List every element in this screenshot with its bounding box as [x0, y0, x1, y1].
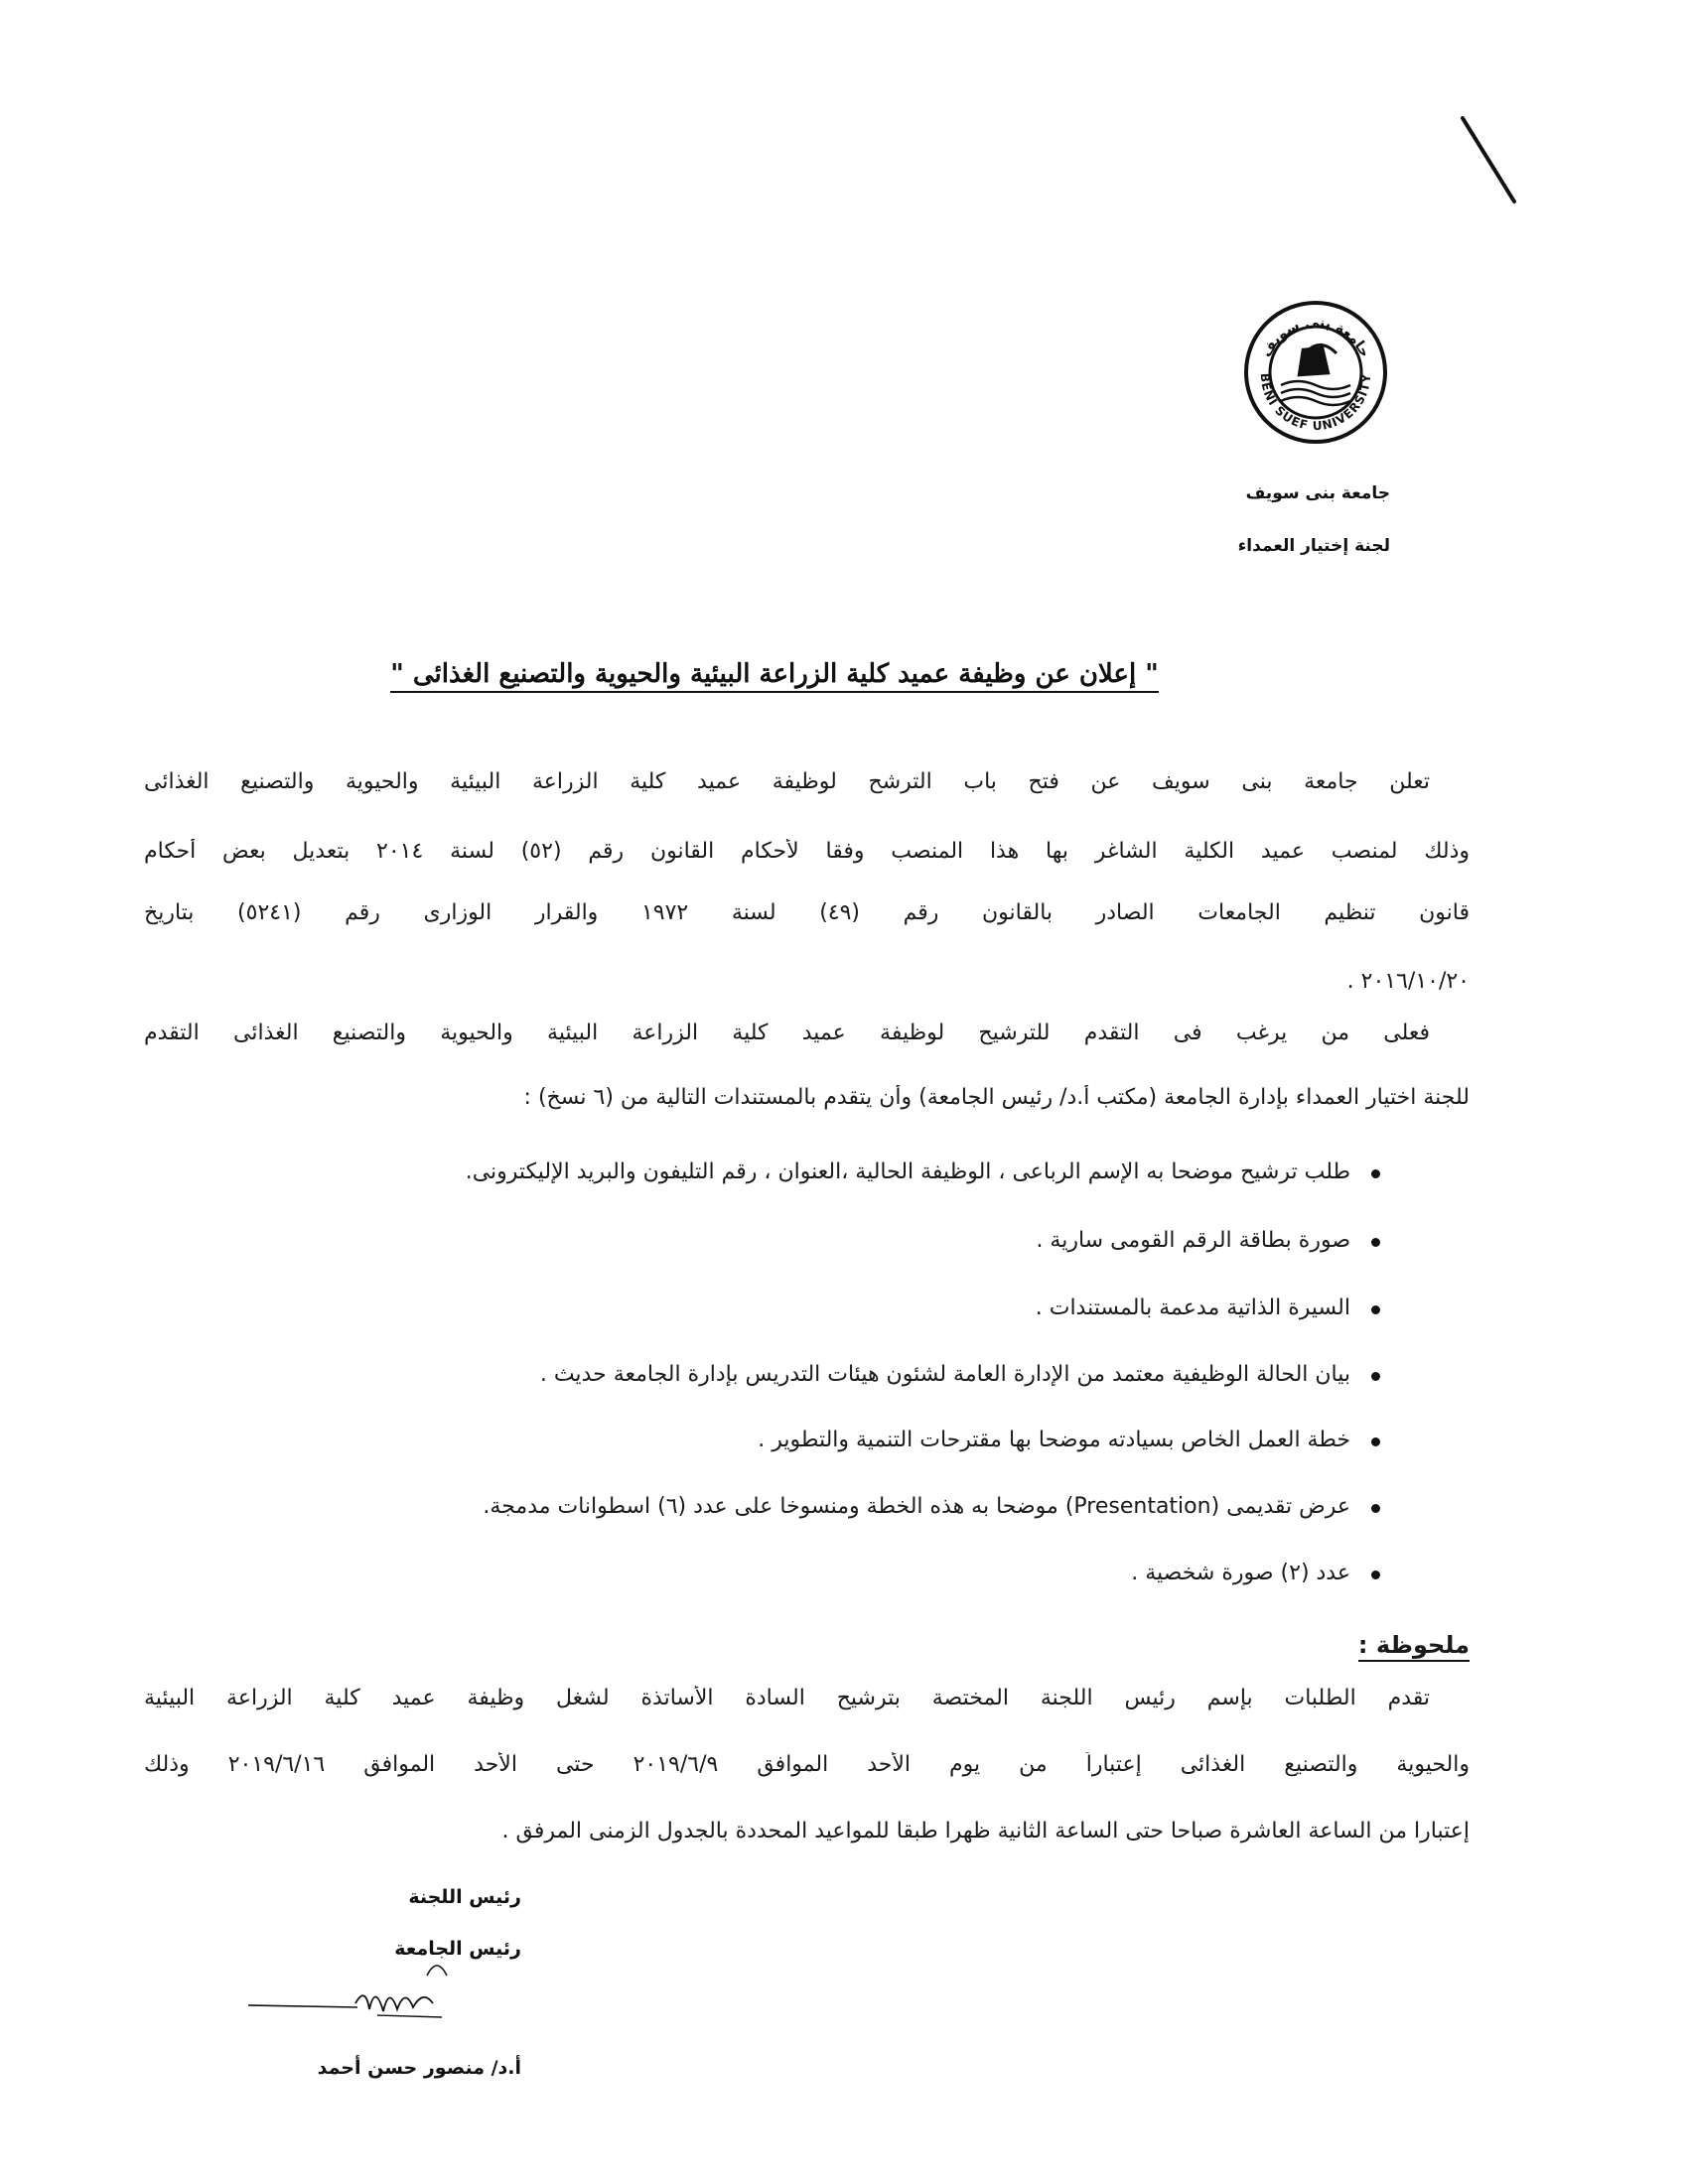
university-name: جامعة بنى سويف: [1245, 483, 1390, 503]
document-item-text: طلب ترشيح موضحا به الإسم الرباعى ، الوظيفة الحالية ،العنوان ، رقم التليفون والبريد الإليكترونى.: [465, 1160, 1350, 1184]
bullet-icon: [1371, 1570, 1380, 1579]
document-item-text: عدد (٢) صورة شخصية .: [1131, 1561, 1350, 1585]
apply-line-2: للجنة اختيار العمداء بإدارة الجامعة (مكتب أ.د/ رئيس الجامعة) وأن يتقدم بالمستندات التالية من (٦ نسخ) :: [523, 1085, 1470, 1110]
intro-line-4: ٢٠١٦/١٠/٢٠ .: [1346, 969, 1470, 994]
title-text: " إعلان عن وظيفة عميد كلية الزراعة البيئية والحيوية والتصنيع الغذائى ": [390, 659, 1159, 693]
document-item-2: [139, 1228, 1350, 1254]
note-line-2: والحيوية والتصنيع الغذائى إعتباراً من يوم الأحد الموافق ٢٠١٩/٦/٩ حتى الأحد الموافق ٢٠١٩/٦/١٦ وذلك: [144, 1752, 1470, 1777]
bullet-icon: [1371, 1305, 1380, 1314]
committee-name: لجنة إختيار العمداء: [1237, 536, 1390, 556]
document-item-text: السيرة الذاتية مدعمة بالمستندات .: [1035, 1296, 1350, 1320]
intro-line-2: وذلك لمنصب عميد الكلية الشاغر بها هذا المنصب وفقا لأحكام القانون رقم (٥٢) لسنة ٢٠١٤ بتعديل بعض أحكام: [144, 839, 1470, 864]
document-item-7: [139, 1561, 1350, 1586]
document-item-4: [139, 1362, 1350, 1388]
university-seal-logo: [1241, 298, 1390, 447]
document-item-5: [139, 1428, 1350, 1453]
bullet-icon: [1371, 1238, 1380, 1247]
document-item-text: عرض تقديمى (Presentation) موضحا به هذه الخطة ومنسوخا على عدد (٦) اسطوانات مدمجة.: [483, 1494, 1350, 1519]
document-item-6: [139, 1494, 1350, 1520]
bullet-icon: [1371, 1437, 1380, 1446]
document-item-text: بيان الحالة الوظيفية معتمد من الإدارة العامة لشئون هيئات التدريس بإدارة الجامعة حديث .: [539, 1362, 1350, 1387]
note-line-1: تقدم الطلبات بإسم رئيس اللجنة المختصة بترشيح السادة الأساتذة لشغل وظيفة عميد كلية الزراعة البيئية: [144, 1686, 1430, 1710]
apply-line-1: فعلى من يرغب فى التقدم للترشيح لوظيفة عميد كلية الزراعة البيئية والحيوية والتصنيع الغذائى التقدم: [144, 1021, 1430, 1045]
bullet-icon: [1371, 1372, 1380, 1381]
document-item-text: صورة بطاقة الرقم القومى سارية .: [1036, 1228, 1350, 1253]
signatory-role-university: رئيس الجامعة: [394, 1938, 521, 1960]
bullet-icon: [1371, 1169, 1380, 1178]
note-label: ملحوظة :: [1358, 1631, 1470, 1662]
pen-stroke-mark: [1455, 114, 1554, 213]
bullet-icon: [1371, 1504, 1380, 1513]
handwritten-signature: [238, 1946, 467, 2035]
announcement-title: [278, 659, 1271, 693]
svg-text:جامعة بنى سويف: جامعة بنى سويف: [1258, 314, 1373, 360]
note-line-3: إعتبارا من الساعة العاشرة صباحا حتى الساعة الثانية ظهرا طبقا للمواعيد المحددة بالجدول الزمنى المرفق .: [501, 1819, 1470, 1843]
document-item-text: خطة العمل الخاص بسيادته موضحا بها مقترحات التنمية والتطوير .: [758, 1428, 1350, 1452]
intro-line-3: قانون تنظيم الجامعات الصادر بالقانون رقم (٤٩) لسنة ١٩٧٢ والقرار الوزارى رقم (٥٢٤١) بتاريخ: [144, 900, 1470, 925]
signatory-name: أ.د/ منصور حسن أحمد: [317, 2057, 521, 2079]
document-item-1: [139, 1160, 1350, 1185]
intro-line-1: تعلن جامعة بنى سويف عن فتح باب الترشح لوظيفة عميد كلية الزراعة البيئية والحيوية والتصنيع الغذائى: [144, 769, 1430, 794]
svg-text:BENI SUEF UNIVERSITY: BENI SUEF UNIVERSITY: [1257, 372, 1374, 434]
signatory-role-committee: رئيس اللجنة: [408, 1886, 521, 1908]
document-item-3: [139, 1296, 1350, 1321]
